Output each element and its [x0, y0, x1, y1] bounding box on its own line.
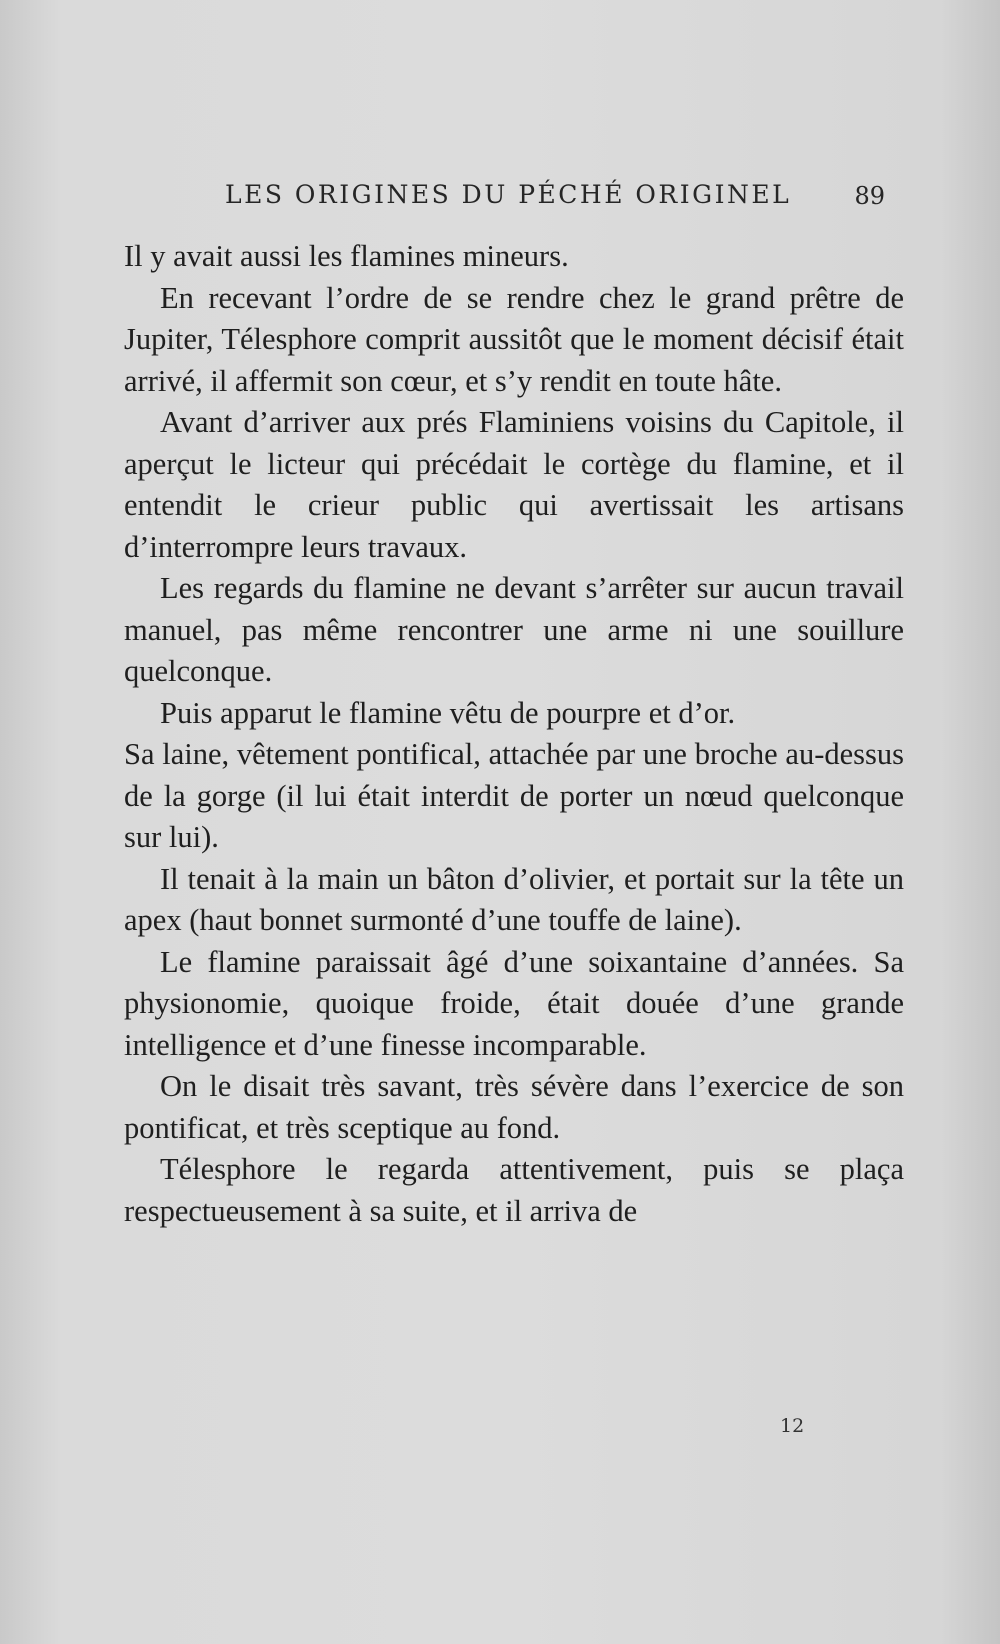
paragraph: Il tenait à la main un bâton d’olivier, et portait sur la tête un apex (haut bonnet surmonté d’une touffe de laine).	[124, 861, 904, 937]
signature-mark: 12	[780, 1415, 805, 1437]
paragraph: Sa laine, vêtement pontifical, attachée par une broche au-dessus de la gorge (il lui était interdit de porter un nœud quelconque sur lui).	[124, 737, 904, 854]
paragraph: Le flamine paraissait âgé d’une soixantaine d’années. Sa physionomie, quoique froide, était douée d’une grande intelligence et d’une finesse incomparable.	[124, 944, 904, 1062]
running-title: LES ORIGINES DU PÉCHÉ ORIGINEL	[225, 180, 792, 209]
paragraph: On le disait très savant, très sévère dans l’exercice de son pontificat, et très sceptique au fond.	[124, 1069, 904, 1145]
paragraph: En recevant l’ordre de se rendre chez le grand prêtre de Jupiter, Télesphore comprit aussitôt que le moment décisif était arrivé, il affermit son cœur, et s’y rendit en toute hâte.	[124, 280, 904, 398]
paragraph: Télesphore le regarda attentivement, puis se plaça respectueusement à sa suite, et il arriva de	[124, 1152, 904, 1228]
body-text	[124, 236, 904, 1232]
paragraph: Les regards du flamine ne devant s’arrêter sur aucun travail manuel, pas même rencontrer une arme ni une souillure quelconque.	[124, 571, 904, 688]
paragraph: Il y avait aussi les flamines mineurs.	[124, 239, 569, 273]
paragraph: Avant d’arriver aux prés Flaminiens voisins du Capitole, il aperçut le licteur qui précédait le cortège du flamine, et il entendit le crieur public qui avertissait les artisans d’interrompre leurs travaux.	[124, 405, 904, 564]
page-header	[225, 180, 885, 216]
paragraph: Puis apparut le flamine vêtu de pourpre et d’or.	[160, 695, 736, 730]
page-number: 89	[854, 182, 885, 210]
